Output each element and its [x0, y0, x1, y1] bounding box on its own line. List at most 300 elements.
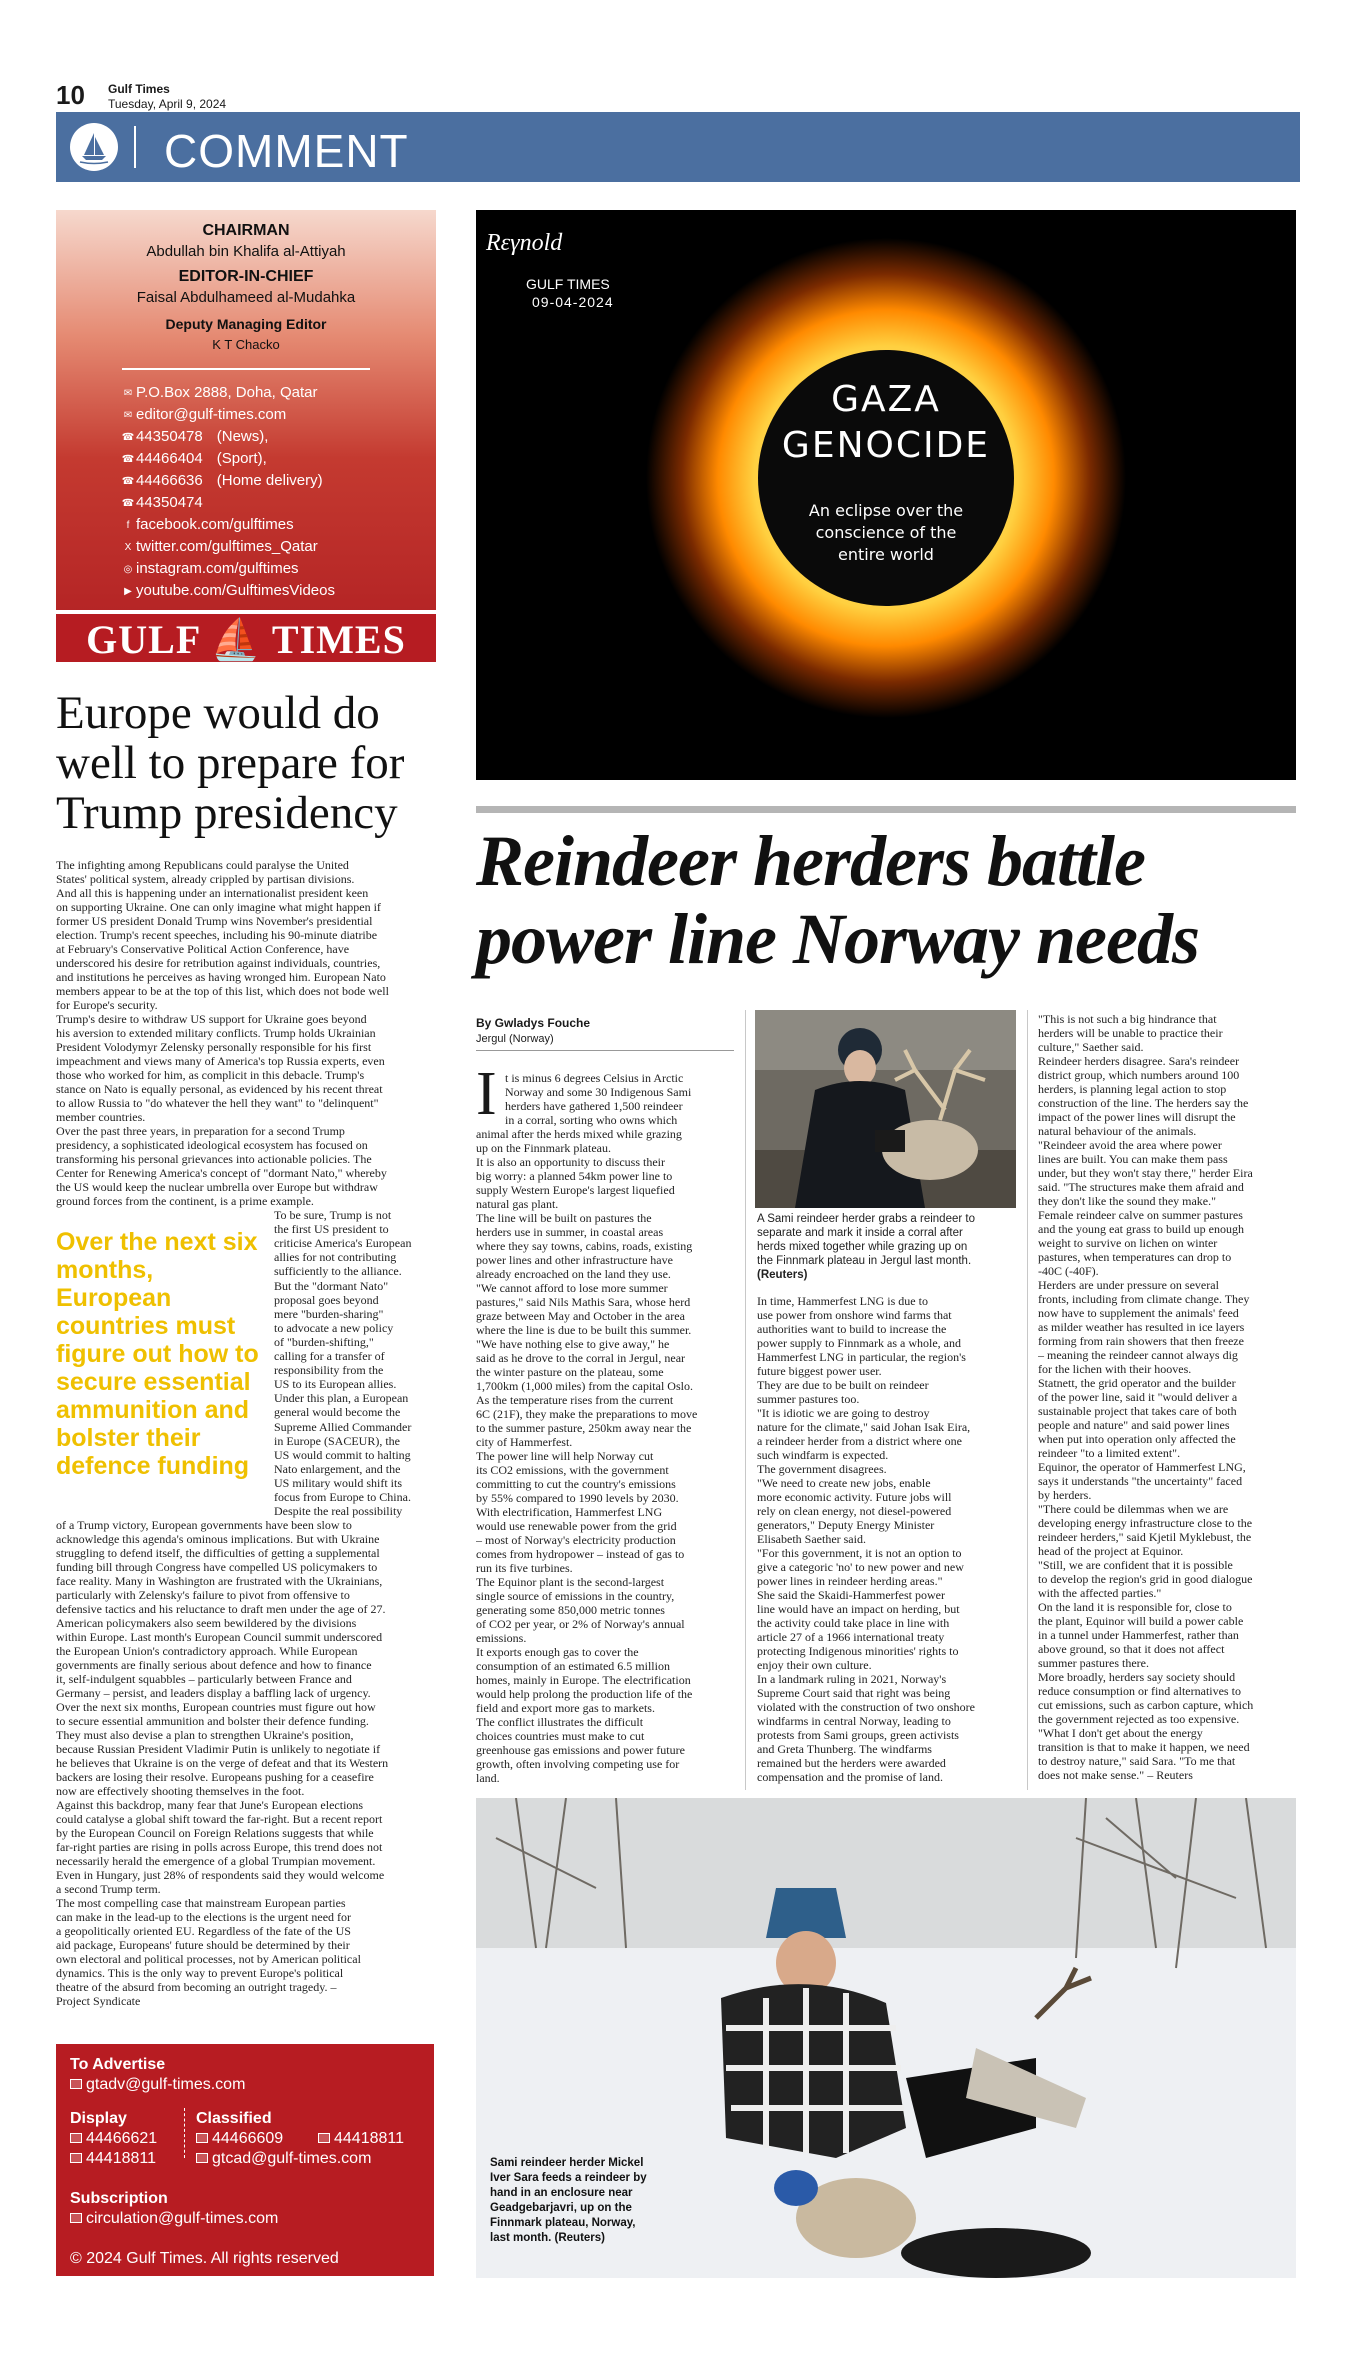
phone-icon [196, 2133, 208, 2143]
article-line: generating some 850,000 metric tonnes [476, 1603, 665, 1617]
opinion-line: Center for Renewing America's concept of "dormant Nato," whereby [56, 1166, 387, 1180]
caption-line: Sami reindeer herder Mickel [490, 2157, 644, 2169]
article-line: With electrification, Hammerfest LNG [476, 1505, 663, 1519]
article-line: to destroy nature," said Sara. "To me that [1038, 1754, 1236, 1768]
advertise-email[interactable]: gtadv@gulf-times.com [70, 2076, 245, 2094]
opinion-line: struggling to defend itself, the difficulties of getting a supplemental [56, 1546, 380, 1560]
article-line: culture," Saether said. [1038, 1040, 1144, 1054]
caption-line: herds mixed together while grazing up on [757, 1241, 968, 1253]
column-rule [1027, 1010, 1028, 1790]
article-line: for the lichen with their hooves. [1038, 1362, 1192, 1376]
phone-icon: ☎ [121, 432, 135, 443]
opinion-line: the European Union's contradictory approach. While European [56, 1644, 358, 1658]
contacts-divider [184, 2108, 185, 2158]
article-line: homes, mainly in Europe. The electrification [476, 1673, 691, 1687]
classified-phone[interactable]: 44418811 [318, 2130, 404, 2148]
opinion-line: Trump's desire to withdraw US support for Ukraine goes beyond [56, 1012, 367, 1026]
article-line: as milder weather has resulted in ice layers [1038, 1320, 1245, 1334]
article-line: generators," Deputy Energy Minister [757, 1518, 935, 1532]
article-line: natural gas plant. [476, 1197, 559, 1211]
display-phone[interactable]: 44466621 [70, 2130, 157, 2148]
phone-icon: ☎ [121, 476, 135, 487]
phone-icon: ☎ [121, 454, 135, 465]
article-line: fronts, including from climate change. They [1038, 1292, 1250, 1306]
cartoonist-signature: Rεγnold [486, 230, 563, 256]
opinion-line: calling for a transfer of [274, 1349, 385, 1363]
opinion-line: member countries. [56, 1110, 146, 1124]
article-line: by herders. [1038, 1488, 1092, 1502]
pull-quote: Over the next six months, European countries must figure out how to secure essential ammunition and bolster their defence funding [56, 1228, 259, 1480]
opinion-line: transforming his personal grievances into actionable policies. The [56, 1152, 372, 1166]
masthead-contact-text: instagram.com/gulftimes [136, 560, 299, 577]
masthead-contact-text: 44350478 [136, 428, 203, 445]
opinion-line: dynamics. This is the only way to prevent Europe's political [56, 1966, 344, 1980]
article-line: of CO2 per year, or 2% of Norway's annual [476, 1617, 685, 1631]
opinion-line: President Volodymyr Zelensky personally responsible for his first [56, 1040, 372, 1054]
masthead-contact[interactable] [120, 450, 267, 470]
masthead-contact-text: 44466636 [136, 472, 203, 489]
article-line: nature for the climate," said Johan Isak Eira, [757, 1420, 971, 1434]
opinion-line: to secure essential ammunition and bolster their defence funding. [56, 1714, 369, 1728]
article-line: They are due to be built on reindeer [757, 1378, 929, 1392]
article-line: said as he drove to the corral in Jergul, near [476, 1351, 686, 1365]
article-line: Herders are under pressure on several [1038, 1278, 1219, 1292]
opinion-line: The most compelling case that mainstream European parties [56, 1896, 346, 1910]
classified-phone[interactable]: 44466609 [196, 2130, 283, 2148]
article-line: reindeer "to a limited extent". [1038, 1446, 1181, 1460]
opinion-line: Project Syndicate [56, 1994, 141, 2008]
article-line: herders use in summer, in coastal areas [476, 1225, 664, 1239]
article-line: says it understands "the uncertainty" faced [1038, 1474, 1243, 1488]
masthead-contact-text: facebook.com/gulftimes [136, 516, 294, 533]
article-line: by 55% compared to 1990 levels by 2030. [476, 1491, 679, 1505]
article-line: Norway and some 30 Indigenous Sami [505, 1085, 692, 1099]
article-line: -40C (-40F). [1038, 1264, 1099, 1278]
article-line: "Reindeer avoid the area where power [1038, 1138, 1222, 1152]
article-line: t is minus 6 degrees Celsius in Arctic [505, 1071, 684, 1085]
opinion-line: could catalyse a global shift toward the far-right. But a recent report [56, 1812, 383, 1826]
article-line: "We have nothing else to give away," he [476, 1337, 670, 1351]
opinion-line: ground forces from the continent, is a prime example. [56, 1194, 314, 1208]
opinion-line: former US president Donald Trump wins November's presidential [56, 914, 373, 928]
article-line: "We cannot afford to lose more summer [476, 1281, 668, 1295]
article-line: district group, which numbers around 100 [1038, 1068, 1240, 1082]
caption-line: A Sami reindeer herder grabs a reindeer to [757, 1213, 975, 1225]
article-line: give a categoric 'no' to new power and new [757, 1560, 964, 1574]
publication-date: Tuesday, April 9, 2024 [108, 97, 227, 111]
opinion-line: proposal goes beyond [274, 1292, 379, 1307]
cartoon-brand: GULF TIMES [526, 276, 610, 292]
headline-rule [476, 806, 1296, 813]
opinion-line: aid package, Europeans' future should be determined by their [56, 1938, 350, 1952]
masthead-contact[interactable] [120, 560, 313, 580]
opinion-line: for Europe's security. [56, 998, 158, 1012]
article-line: city of Hammerfest. [476, 1435, 573, 1449]
masthead-contact-text: youtube.com/GulftimesVideos [136, 582, 335, 599]
article-line: line would have an impact on herding, but [757, 1602, 960, 1616]
masthead-contact[interactable] [120, 406, 300, 426]
opinion-line: stance on Nato is equally personal, as evidenced by his recent threat [56, 1082, 383, 1096]
article-line: graze between May and October in the area [476, 1309, 685, 1323]
opinion-line: to allow Russia to "do whatever the hell they want" to "delinquent" [56, 1096, 379, 1110]
banner-separator [134, 126, 136, 168]
opinion-line: acknowledge this agenda's ominous implications. But with Ukraine [56, 1532, 380, 1546]
article-line: greenhouse gas emissions and power future [476, 1743, 685, 1757]
opinion-line: the first US president to [274, 1222, 389, 1237]
masthead-contact[interactable] [120, 538, 332, 558]
opinion-line: he believes that Ukraine is on the verge of defeat and that its Western [56, 1756, 389, 1770]
email-icon [196, 2153, 208, 2163]
editor-title: EDITOR-IN-CHIEF [178, 268, 314, 285]
opinion-line: Over the next six months, European countries must figure out how [56, 1700, 376, 1714]
article-line: protecting Indigenous minorities' rights to [757, 1644, 959, 1658]
article-line: authorities want to build to increase the [757, 1322, 947, 1336]
opinion-line: and institutions he perceives as having wronged him. European Nato [56, 970, 386, 984]
article-line: more economic activity. Future jobs will [757, 1490, 952, 1504]
phone-icon [318, 2133, 330, 2143]
article-line: herders have gathered 1,500 reindeer [505, 1099, 683, 1113]
article-line: windfarms in central Norway, leading to [757, 1714, 951, 1728]
article-line: Female reindeer calve on summer pastures [1038, 1208, 1243, 1222]
opinion-line: But the "dormant Nato" [274, 1278, 389, 1293]
article-line: said. "The structures make them afraid and [1038, 1180, 1244, 1194]
article-line: the plant, Equinor will build a power cable [1038, 1614, 1244, 1628]
masthead-contact[interactable] [120, 384, 332, 404]
subscription-title: Subscription [70, 2190, 168, 2207]
article-line: The conflict illustrates the difficult [476, 1715, 644, 1729]
opinion-line: in Europe (SACEUR), the [274, 1433, 400, 1448]
opinion-line: general would become the [274, 1405, 401, 1420]
article-line: Statnett, the grid operator and the builder [1038, 1376, 1236, 1390]
article-line: In time, Hammerfest LNG is due to [757, 1294, 928, 1308]
article-line: construction of the line. The herders say the [1038, 1096, 1249, 1110]
article-line: forming from rain showers that then freeze [1038, 1334, 1244, 1348]
deputy-editor-name: K T Chacko [212, 337, 280, 352]
article-line: protests from Sami groups, green activists [757, 1728, 959, 1742]
article-line: comes from hydropower – instead of gas to [476, 1547, 685, 1561]
opinion-line: to advocate a new policy [274, 1320, 394, 1335]
gulf-times-logo-area [56, 610, 436, 662]
classified-email[interactable]: gtcad@gulf-times.com [196, 2150, 371, 2168]
opinion-line: necessarily herald the emergence of a global Trumpian movement. [56, 1854, 376, 1868]
dhow-logo-icon [70, 123, 118, 171]
chairman-title: CHAIRMAN [202, 222, 290, 239]
article-line: single source of emissions in the country, [476, 1589, 675, 1603]
cartoon-subtitle-line: entire world [838, 545, 934, 564]
article-line: to develop the region's grid in good dialogue [1038, 1572, 1253, 1586]
opinion-line: far-right parties are rising in polls across Europe, this trend does not [56, 1840, 383, 1854]
opinion-line: it, self-indulgent squabbles – particularly between France and [56, 1672, 352, 1686]
article-line: where the line is due to be built this summer. [476, 1323, 692, 1337]
article-line: Supreme Court said that right was being [757, 1686, 951, 1700]
article-line: animal after the herds mixed while grazing [476, 1127, 682, 1141]
caption-line: Finnmark plateau, Norway, [490, 2217, 636, 2229]
article-line: herders, is planning legal action to stop [1038, 1082, 1227, 1096]
dateline: Jergul (Norway) [476, 1033, 554, 1045]
opinion-line: election. Trump's recent speeches, including his 90-minute diatribe [56, 928, 378, 942]
article-line: Equinor, the operator of Hammerfest LNG, [1038, 1460, 1246, 1474]
article-line: people and nature" and said power lines [1038, 1418, 1230, 1432]
article-line: "What I don't get about the energy [1038, 1726, 1203, 1740]
article-line: would help prolong the production life of the [476, 1687, 693, 1701]
email-icon [70, 2079, 82, 2089]
article-line: its CO2 emissions, with the government [476, 1463, 669, 1477]
cartoon-title-line1: GAZA [831, 379, 941, 420]
article-line: sustainable project that takes care of both [1038, 1404, 1237, 1418]
article-line: consumption of an estimated 6.5 million [476, 1659, 670, 1673]
article-line: to the summer pasture, 250km away near the [476, 1421, 692, 1435]
article-line: As the temperature rises from the current [476, 1393, 674, 1407]
display-title: Display [70, 2110, 127, 2127]
opinion-line: of a Trump victory, European governments have been slow to [56, 1518, 352, 1532]
masthead-contact[interactable] [120, 582, 349, 602]
opinion-line: To be sure, Trump is not [274, 1208, 392, 1222]
opinion-line: And all this is happening under an internationalist president keen [56, 886, 369, 900]
opinion-line: the US would keep the nuclear umbrella over Europe but withdraw [56, 1180, 378, 1194]
opinion-line: theatre of the absurd from becoming an outright tragedy. – [56, 1980, 337, 1994]
opinion-line: The infighting among Republicans could paralyse the United [56, 858, 349, 872]
article-line: "There could be dilemmas when we are [1038, 1502, 1229, 1516]
youtube-icon: ▶ [124, 586, 132, 597]
facebook-icon: f [126, 520, 130, 531]
email-icon [70, 2213, 82, 2223]
article-line: Elisabeth Saether said. [757, 1532, 866, 1546]
email-icon: ✉ [123, 410, 133, 421]
drop-cap: I [476, 1060, 497, 1128]
cartoon-date: 09-04-2024 [532, 294, 614, 310]
opinion-line: sufficiently to the alliance. [274, 1264, 402, 1279]
article-line: "It is idiotic we are going to destroy [757, 1406, 930, 1420]
article-line: The government disagrees. [757, 1462, 887, 1476]
masthead-contact-note: (News), [216, 428, 269, 445]
article-line: reindeer herders," said Kjetil Myklebust, the [1038, 1530, 1252, 1544]
article-line: pastures," said Nils Mathis Sara, whose herd [476, 1295, 691, 1309]
article-line: does not make sense." – Reuters [1038, 1768, 1193, 1782]
opinion-line: responsibility from the [274, 1363, 384, 1378]
article-line: Hammerfest LNG in particular, the region's [757, 1350, 966, 1364]
subscription-email[interactable]: circulation@gulf-times.com [70, 2210, 278, 2228]
opinion-line: by the European Council on Foreign Relations suggests that while [56, 1826, 374, 1840]
article-line: up on the Finnmark plateau. [476, 1141, 611, 1155]
classified-title: Classified [196, 2110, 272, 2127]
opinion-line: his aversion to extended military conflicts. Trump holds Ukrainian [56, 1026, 376, 1040]
opinion-line: governments are finally serious about defence and how to finance [56, 1658, 372, 1672]
herder-corral-photo [755, 1010, 1016, 1208]
article-line: article 27 of a 1966 international treaty [757, 1630, 945, 1644]
article-line: and the young eat grass to build up enough [1038, 1222, 1244, 1236]
article-line: the winter pasture on the plateau, some [476, 1365, 664, 1379]
opinion-line: American policymakers also seem bewildered by the divisions [56, 1616, 357, 1630]
article-line: head of the project at Equinor. [1038, 1544, 1184, 1558]
masthead-contact-text: 44466404 [136, 450, 203, 467]
article-line: transition is that to make it happen, we need [1038, 1740, 1250, 1754]
column-rule [745, 1010, 746, 1790]
opinion-line: States' political system, already crippled by partisan divisions. [56, 872, 355, 886]
display-phone[interactable]: 44418811 [70, 2150, 156, 2168]
opinion-line: US to its European allies. [274, 1377, 397, 1392]
article-line: emissions. [476, 1631, 527, 1645]
x-icon: X [124, 542, 132, 553]
article-line: "This is not such a big hindrance that [1038, 1012, 1217, 1026]
masthead-contact[interactable] [120, 516, 308, 536]
copyright: © 2024 Gulf Times. All rights reserved [70, 2250, 339, 2267]
article-line: power lines in reindeer herding areas." [757, 1574, 943, 1588]
article-line: She said the Skaidi-Hammerfest power [757, 1588, 945, 1602]
masthead-contact[interactable] [120, 494, 217, 514]
opinion-line: mere "burden-sharing" [274, 1306, 384, 1321]
opinion-line: a geopolitically oriented EU. Regardless of the fate of the US [56, 1924, 351, 1938]
opinion-line: because Russian President Vladimir Putin is unlikely to negotiate if [56, 1742, 381, 1756]
article-line: of the power line, said it "would deliver a [1038, 1390, 1238, 1404]
article-line: pastures, when temperatures can drop to [1038, 1250, 1232, 1264]
opinion-line: US military would shift its [274, 1475, 403, 1490]
article-line: cut emissions, such as carbon capture, which [1038, 1698, 1254, 1712]
article-line: committing to cut the country's emissions [476, 1477, 676, 1491]
article-line: choices countries must make to cut [476, 1729, 645, 1743]
byline-rule [476, 1050, 734, 1051]
page-number: 10 [56, 80, 85, 110]
article-line: Reindeer herders disagree. Sara's reindeer [1038, 1054, 1240, 1068]
article-line: weight to survive on lichen on winter [1038, 1236, 1218, 1250]
opinion-line: Even in Hungary, just 28% of respondents said they would welcome [56, 1868, 385, 1882]
opinion-line: at February's Conservative Political Action Conference, have [56, 942, 350, 956]
article-line: compensation and the promise of land. [757, 1770, 943, 1784]
article-line: now have to supplement the animals' feed [1038, 1306, 1239, 1320]
article-line: "We need to create new jobs, enable [757, 1476, 931, 1490]
masthead-contact-note: (Sport), [216, 450, 267, 467]
caption-line: (Reuters) [757, 1269, 808, 1281]
masthead-divider [122, 368, 370, 370]
masthead-contact[interactable] [120, 428, 268, 448]
article-line: growth, often involving competing use for [476, 1757, 680, 1771]
article-line: enjoy their own culture. [757, 1658, 872, 1672]
article-line: the government rejected as too expensive. [1038, 1712, 1240, 1726]
article-line: use power from onshore wind farms that [757, 1308, 952, 1322]
opinion-line: presidency, a sophisticated ideological ecosystem has focused on [56, 1138, 368, 1152]
deputy-editor-title: Deputy Managing Editor [165, 316, 327, 332]
masthead-contact[interactable] [120, 472, 323, 492]
article-line: already encroached on the land they use. [476, 1267, 671, 1281]
article-line: summer pastures too. [757, 1392, 860, 1406]
opinion-line: members appear to be at the top of this list, which does not bode well [56, 984, 389, 998]
opinion-line: can make in the lead-up to the elections is the urgent need for [56, 1910, 352, 1924]
article-line: The power line will help Norway cut [476, 1449, 654, 1463]
opinion-line: underscored his desire for retribution against individuals, countries, [56, 956, 381, 970]
cartoon-subtitle [776, 500, 996, 566]
caption-line: hand in an enclosure near [490, 2187, 633, 2199]
article-line: It is also an opportunity to discuss their [476, 1155, 665, 1169]
article-line: summer pastures there. [1038, 1656, 1149, 1670]
article-line: lines are built. You can make them pass [1038, 1152, 1228, 1166]
article-line: big worry: a planned 54km power line to [476, 1169, 673, 1183]
byline: By Gwladys Fouche [476, 1016, 591, 1030]
opinion-line: face reality. Many in Washington are frustrated with the Ukrainians, [56, 1574, 383, 1588]
masthead-contact-text: 44350474 [136, 494, 203, 511]
article-line: power supply to Finnmark as a whole, and [757, 1336, 961, 1350]
article-line: the activity could take place in line with [757, 1616, 950, 1630]
article-line: developing energy infrastructure close to the [1038, 1516, 1253, 1530]
fax-icon: ☎ [121, 498, 135, 509]
article-line: would use renewable power from the grid [476, 1519, 677, 1533]
opinion-line: Under this plan, a European [274, 1391, 409, 1406]
masthead-contact-note: (Home delivery) [216, 472, 323, 489]
chairman-name: Abdullah bin Khalifa al-Attiyah [146, 243, 346, 260]
editor-name: Faisal Abdulhameed al-Mudahka [136, 289, 356, 306]
opinion-line: particularly with Zelensky's failure to pivot from offensive to [56, 1588, 350, 1602]
opinion-line: Supreme Allied Commander [274, 1419, 412, 1434]
opinion-line: Against this backdrop, many fear that June's European elections [56, 1798, 364, 1812]
section-banner [56, 112, 1300, 182]
masthead-contact-text: P.O.Box 2888, Doha, Qatar [136, 384, 318, 401]
opinion-line: those who worked for him, as complicit in this debacle. Trump's [56, 1068, 365, 1082]
opinion-line: Germany – persist, and leaders display a baffling lack of urgency. [56, 1686, 371, 1700]
caption-line: the Finnmark plateau in Jergul last month. [757, 1255, 972, 1267]
main-headline [476, 822, 1306, 978]
opinion-line: own electoral and political processes, not by American political [56, 1952, 361, 1966]
article-line: above ground, so that it does not affect [1038, 1642, 1225, 1656]
opinion-line: criticise America's European [274, 1236, 412, 1251]
opinion-line: on supporting Ukraine. One can only imagine what might happen if [56, 900, 381, 914]
article-line: On the land it is responsible for, close to [1038, 1600, 1232, 1614]
article-line: It exports enough gas to cover the [476, 1645, 639, 1659]
cartoon-subtitle-line: conscience of the [815, 523, 957, 542]
caption-line: Iver Sara feeds a reindeer by [490, 2172, 647, 2184]
article-line: supply Western Europe's largest liquefied [476, 1183, 675, 1197]
editorial-cartoon [476, 210, 1296, 780]
opinion-line: They must also devise a plan to strengthen Ukraine's position, [56, 1728, 354, 1742]
masthead-box [56, 210, 436, 662]
article-line: a reindeer herder from a district where one [757, 1434, 962, 1448]
article-line: they don't like the sound they make." [1038, 1194, 1217, 1208]
advertising-contacts [56, 2044, 434, 2276]
article-line: under, but they won't stay there," herder Eira [1038, 1166, 1253, 1180]
masthead-contact-text: twitter.com/gulftimes_Qatar [136, 538, 318, 555]
article-line: future biggest power user. [757, 1364, 882, 1378]
article-line: such windfarm is expected. [757, 1448, 889, 1462]
article-line: herders will be unable to practice their [1038, 1026, 1223, 1040]
masthead-contact-text: editor@gulf-times.com [136, 406, 287, 423]
opinion-line: of "burden-shifting," [274, 1334, 374, 1349]
opinion-line: US would commit to halting [274, 1447, 411, 1462]
article-line: in a tunnel under Hammerfest, rather than [1038, 1628, 1239, 1642]
opinion-line: allies for not contributing [274, 1250, 397, 1265]
article-line: In a landmark ruling in 2021, Norway's [757, 1672, 947, 1686]
cartoon-subtitle-line: An eclipse over the [808, 501, 964, 520]
section-title: COMMENT [164, 125, 409, 177]
opinion-line: a second Trump term. [56, 1882, 161, 1896]
caption-line: separate and mark it inside a corral after [757, 1227, 963, 1239]
article-line: – most of Norway's electricity production [476, 1533, 676, 1547]
article-line: in a corral, sorting who owns which [505, 1113, 678, 1127]
gulf-times-logo: GULF ⛵ TIMES [86, 617, 406, 662]
article-line: remained but the herders were awarded [757, 1756, 946, 1770]
article-line: when put into operation only affected the [1038, 1432, 1236, 1446]
article-line: natural behaviour of the animals. [1038, 1124, 1197, 1138]
caption-line: Geadgebarjavri, up on the [490, 2202, 632, 2214]
article-line: with the affected parties." [1038, 1586, 1162, 1600]
phone-icon [70, 2133, 82, 2143]
instagram-icon: ◎ [123, 564, 133, 575]
main-headline-line: Reindeer herders battle [476, 821, 1145, 901]
article-line: The Equinor plant is the second-largest [476, 1575, 665, 1589]
article-line: land. [476, 1771, 500, 1785]
article-line: "For this government, it is not an option to [757, 1546, 962, 1560]
article-line: 6C (21F), they make the preparations to move [476, 1407, 698, 1421]
opinion-line: backers are losing their resolve. Europeans pushing for a ceasefire [56, 1770, 374, 1784]
opinion-line: funding bill through Congress have compelled US policymakers to [56, 1560, 378, 1574]
opinion-line: now are effectively shooting themselves in the foot. [56, 1784, 305, 1798]
cartoon-title-line2: GENOCIDE [781, 425, 991, 466]
